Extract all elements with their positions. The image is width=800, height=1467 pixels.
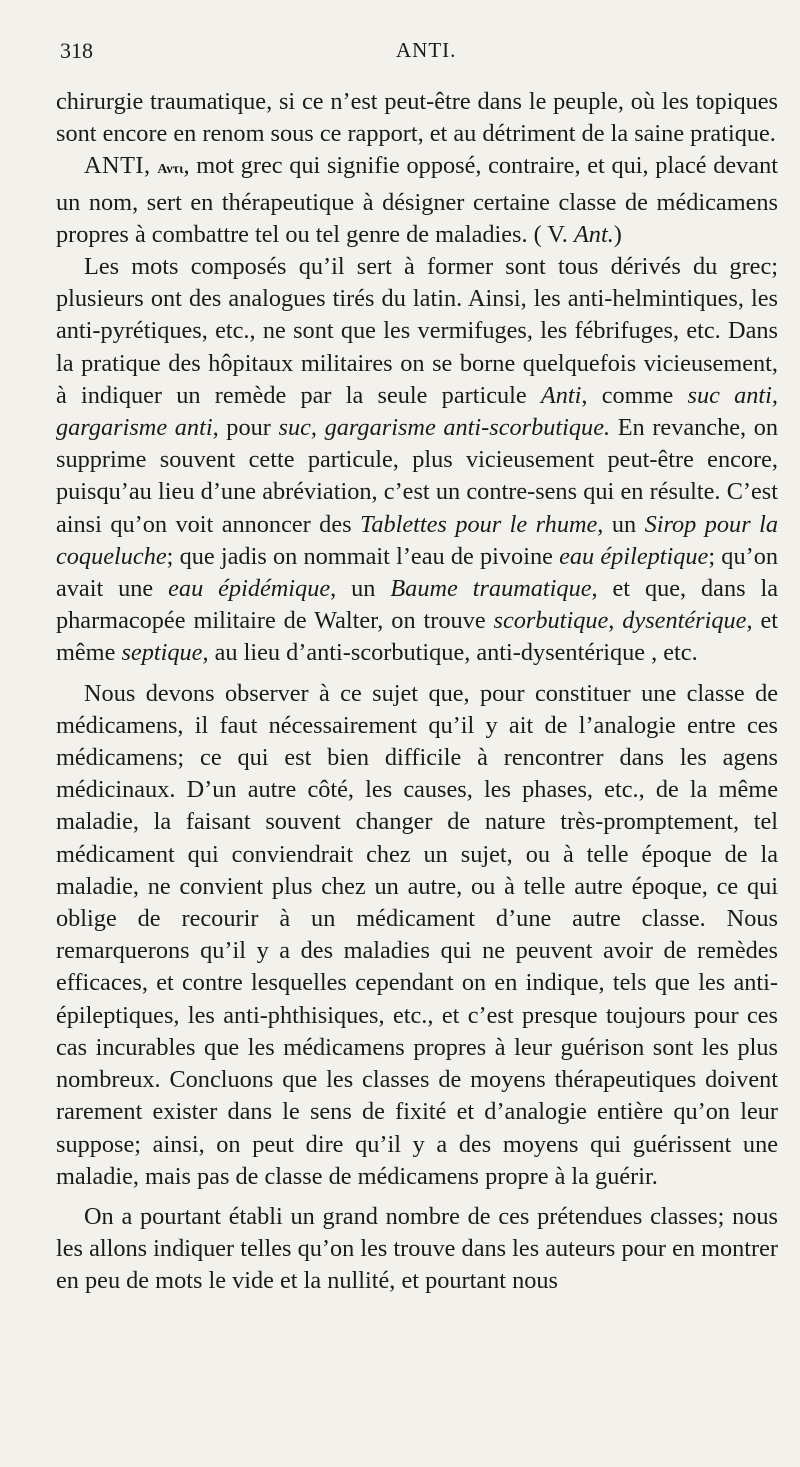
text-span: Les mots composés qu’il sert à former sont tous dérivés du grec; plusieurs ont des analogues tirés du latin. Ainsi, les anti-helmintiques, les anti-pyrétiques, etc., ne sont que les vermifuges, les fébrifuges, etc. Dans la pratique des hôpitaux militaires on se borne quelquefois vicieusement, à indiquer un remède par la seule particule [56, 253, 778, 409]
paragraph-classes: On a pourtant établi un grand nombre de ces prétendues classes; nous les allons indiquer telles qu’on les trouve dans les auteurs pour en montrer en peu de mots le vide et la nullité, et pourtant nous [56, 1202, 778, 1295]
text-span: ; que jadis on nommait l’eau de pivoine [166, 542, 560, 570]
italic-term: septique [121, 639, 203, 667]
body-text [56, 86, 778, 1298]
text-span: , et même [56, 607, 778, 667]
italic-term: eau épidémique [168, 575, 331, 603]
text-span: , au lieu d’anti-scorbutique, anti-dysentérique , etc. [202, 639, 698, 667]
page-number: 318 [60, 38, 93, 63]
paragraph-continuation: chirurgie traumatique, si ce n’est peut-être dans le peuple, où les topiques sont encore en renom sous ce rapport, et au détriment de la saine pratique. [56, 88, 778, 148]
text-span: , et que, dans la pharmacopée militaire de Walter, on trouve [56, 575, 779, 635]
running-head: ANTI. [396, 38, 457, 62]
text-span: En revanche, on supprime souvent cette particule, plus vicieusement peut-être encore, puisqu’au lieu d’une abréviation, c’est un contre-sens qui en résulte. C’est ainsi qu’on voit annoncer des [56, 414, 779, 538]
text-span: pour [218, 414, 279, 442]
text-span: , comme [581, 381, 688, 409]
paragraph-composed-words [56, 251, 778, 670]
text-span: ) [613, 220, 622, 248]
italic-term: suc anti, gargarisme anti, [56, 381, 778, 442]
paragraph-observation: Nous devons observer à ce sujet que, pour constituer une classe de médicamens, il faut nécessairement qu’il y ait de l’analogie entre ces médicamens; ce qui est bien difficile à rencontrer dans les agens médicinaux. D’un autre côté, les causes, les phases, etc., de la même maladie, la faisant souvent changer de nature très-promptement, tel médicament qui conviendrait chez un sujet, ou à telle époque de la maladie, ne convient plus chez un autre, ou à telle autre époque, ce qui oblige de recourir à un médicament d’une autre classe. Nous remarquerons qu’il y a des maladies qui ne peuvent avoir de remèdes efficaces, et contre lesquelles cependant on en indique, tels que les anti-épileptiques, les anti-phthisiques, etc., et c’est presque toujours pour ces cas incurables que les médicamens propres à leur guérison sont les plus nombreux. Concluons que les classes de moyens thérapeutiques doivent rarement exister dans le sens de fixité et d’analogie entière qu’on leur suppose; ainsi, on peut dire qu’il y a des moyens qui guérissent une maladie, mais pas de classe de médicamens propre à la guérir. [56, 679, 778, 1190]
text-span: , [608, 607, 623, 635]
italic-term: scorbutique [493, 607, 609, 635]
text-span: , mot grec qui signifie opposé, contraire, et qui, placé devant un nom, sert en thérapeutique à désigner certaine classe de médicamens propres à combattre tel ou tel genre de maladies. ( V. [56, 152, 778, 248]
text-span: , un [330, 575, 391, 603]
italic-term: dysentérique [622, 607, 747, 635]
entry-anti [56, 150, 778, 251]
italic-term: Anti [540, 381, 582, 409]
entry-headword: ANTI, [84, 152, 151, 180]
italic-term: Tablettes pour le rhume [360, 510, 598, 538]
cross-reference: Ant. [573, 220, 614, 248]
italic-term: Baume traumatique [390, 575, 592, 603]
greek-term: Αντι [157, 162, 184, 178]
text-span: , un [597, 510, 645, 538]
italic-term: suc, gargarisme anti-scorbutique. [278, 414, 611, 442]
page-header [56, 36, 778, 92]
italic-term: Sirop pour la coqueluche [56, 510, 778, 570]
italic-term: eau épileptique [559, 542, 709, 570]
text-span: ; qu’on avait une [56, 542, 778, 603]
